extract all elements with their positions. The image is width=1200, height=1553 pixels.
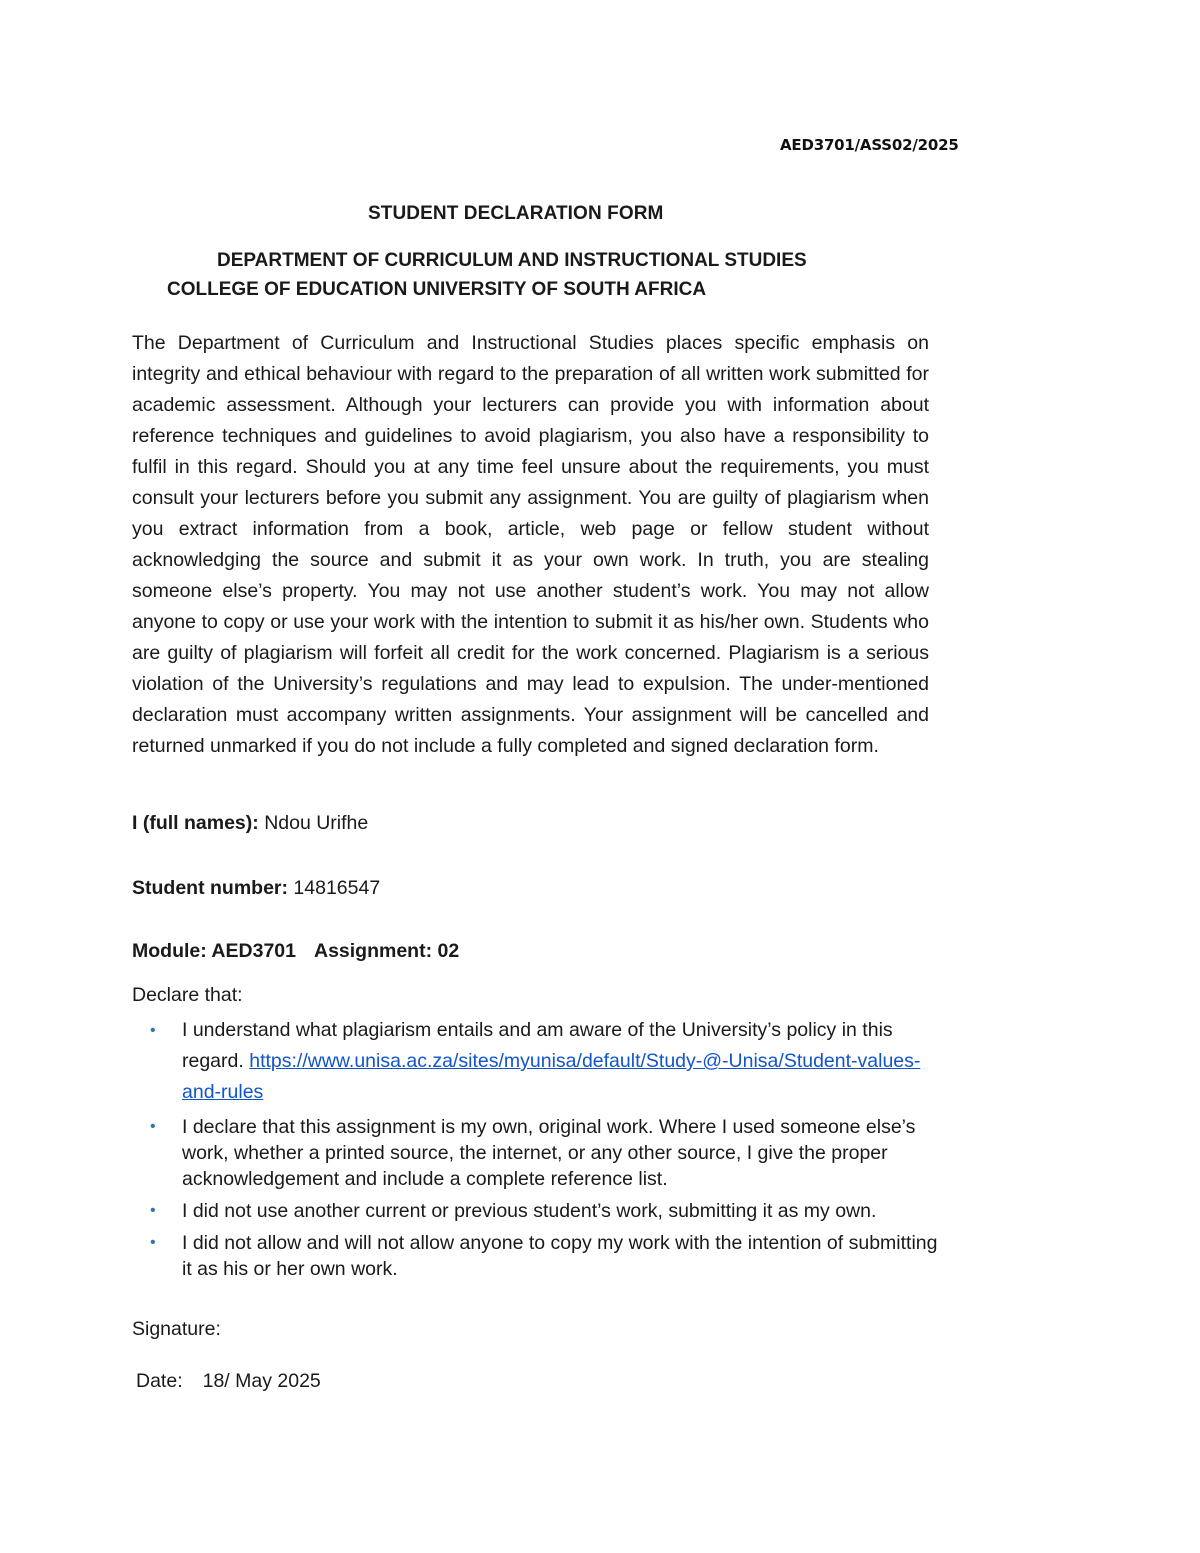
intro-paragraph: The Department of Curriculum and Instructional Studies places specific emphasis on integrity and ethical behaviour with regard to the preparation of all written work submitted for academic assessment. Although your lecturers can provide you with information about reference techniques and guidelines to avoid plagiarism, you also have a responsibility to fulfil in this regard. Should you at any time feel unsure about the requirements, you must consult your lecturers before you submit any assignment. You are guilty of plagiarism when you extract information from a book, article, web page or fellow student without acknowledging the source and submit it as your own work. In truth, you are stealing someone else’s property. You may not use another student’s work. You may not allow anyone to copy or use your work with the intention to submit it as his/her own. Students who are guilty of plagiarism will forfeit all credit for the work concerned. Plagiarism is a serious violation of the University’s regulations and may lead to expulsion. The under-mentioned declaration must accompany written assignments. Your assignment will be cancelled and returned unmarked if you do not include a fully completed and signed declaration form.	[132, 332, 929, 757]
declaration-item-2-text: I declare that this assignment is my own, original work. Where I used someone else’s work, whether a printed source, the internet, or any other source, I give the proper acknowledgement and include a complete reference list.	[182, 1116, 916, 1190]
full-names-label: I (full names):	[132, 812, 259, 834]
signature-label: Signature:	[132, 1318, 221, 1340]
list-item	[150, 1198, 950, 1224]
list-item	[150, 1230, 950, 1282]
date-value: 18/ May 2025	[202, 1370, 321, 1392]
document-reference: AED3701/ASS02/2025	[780, 136, 959, 154]
full-names-value: Ndou Urifhe	[264, 812, 369, 834]
module-assignment-field	[132, 940, 459, 963]
bullet-marker: •	[150, 1234, 156, 1251]
list-item	[150, 1114, 950, 1192]
form-title: STUDENT DECLARATION FORM	[368, 203, 664, 224]
bullet-marker: •	[150, 1022, 156, 1039]
bullet-marker: •	[150, 1118, 156, 1135]
student-number-field	[132, 877, 380, 900]
module-label: Module: AED3701	[132, 940, 296, 962]
declaration-item-4-text: I did not allow and will not allow anyone to copy my work with the intention of submitting it as his or her own work.	[182, 1232, 938, 1280]
declare-intro: Declare that:	[132, 984, 243, 1006]
assignment-label: Assignment: 02	[313, 940, 460, 962]
college-heading: COLLEGE OF EDUCATION UNIVERSITY OF SOUTH AFRICA	[167, 279, 707, 300]
unisa-policy-link[interactable]: https://www.unisa.ac.za/sites/myunisa/default/Study-@-Unisa/Student-values-and-rules	[182, 1050, 921, 1103]
declaration-item-3-text: I did not use another current or previous student’s work, submitting it as my own.	[182, 1200, 877, 1222]
declaration-item-1-text: I understand what plagiarism entails and am aware of the University’s policy in this regard.	[182, 1019, 893, 1072]
department-heading: DEPARTMENT OF CURRICULUM AND INSTRUCTIONAL STUDIES	[217, 250, 807, 271]
declaration-list	[150, 1015, 950, 1282]
list-item	[150, 1015, 950, 1108]
date-label: Date:	[136, 1370, 183, 1392]
date-field	[136, 1370, 321, 1393]
bullet-marker: •	[150, 1202, 156, 1219]
student-number-value: 14816547	[293, 877, 381, 899]
full-names-field	[132, 812, 368, 835]
student-number-label: Student number:	[132, 877, 288, 899]
